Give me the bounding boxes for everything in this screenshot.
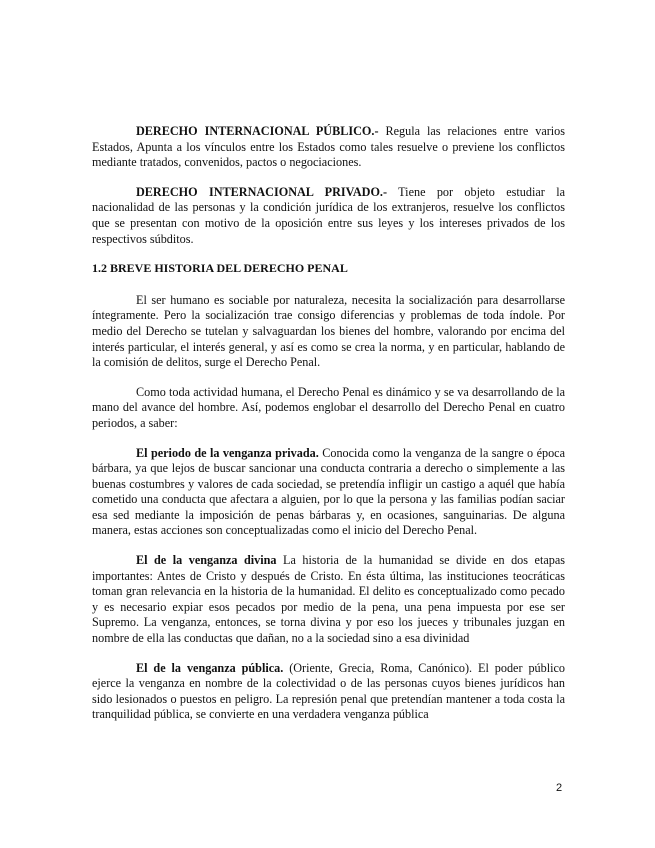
definition-text: Tiene por objeto estudiar la nacionalidad de las personas y la condición jurídica de los extranjeros, resuelve los conflictos que se presentan con motivo de la oposición entre sus leyes y los intereses privados de los respectivos súbditos. <box>92 184 565 246</box>
period-venganza-divina <box>92 553 565 647</box>
section-heading: 1.2 BREVE HISTORIA DEL DERECHO PENAL <box>92 261 348 276</box>
page-content <box>92 124 565 723</box>
period-title: El periodo de la venganza privada. <box>136 445 319 460</box>
paragraph-derecho-internacional-publico <box>92 124 565 171</box>
term-derecho-internacional-publico: DERECHO INTERNACIONAL PÚBLICO.- <box>136 124 379 138</box>
page-number: 2 <box>556 782 563 794</box>
period-venganza-privada <box>92 446 565 540</box>
period-venganza-publica <box>92 661 565 723</box>
period-text: Conocida como la venganza de la sangre o época bárbara, ya que lejos de buscar sancionar una conducta contraria a derecho o simplemente a las buenas costumbres y valores de cada sociedad, se pretendía infligir un castigo a aquél que había cometido una conducta que afectara a alguien, por lo que la persona y las familias podían saciar esa sed mediante la imposición de penas bárbaras y, en ocasiones, sanguinarias. De alguna manera, estas acciones son conceptualizadas como el inicio del Derecho Penal. <box>92 445 566 538</box>
definition-text: Regula las relaciones entre varios Estados, Apunta a los vínculos entre los Estados como tales resuelve o previene los conflictos mediante tratados, convenidos, pactos o negociaciones. <box>92 124 566 170</box>
body-paragraph: Como toda actividad humana, el Derecho Penal es dinámico y se va desarrollando de la mano del avance del hombre. Así, podemos englobar el desarrollo del Derecho Penal en cuatro periodos, a saber: <box>92 384 565 430</box>
period-title: El de la venganza pública. <box>136 660 284 675</box>
period-text: La historia de la humanidad se divide en dos etapas importantes: Antes de Cristo y después de Cristo. En ésta última, las instituciones teocráticas toman gran relevancia en la historia de la humanidad. El delito es conceptualizado como pecado y es necesario expiar esos pecados por medio de la pena, una pena impuesta por ese ser Supremo. La venganza, entonces, se torna divina y por eso los jueces y tribunales juzgan en nombre de ella las conductas que dañan, no a la sociedad sino a esa divinidad <box>92 553 565 646</box>
paragraph-derecho-internacional-privado <box>92 185 565 247</box>
term-derecho-internacional-privado: DERECHO INTERNACIONAL PRIVADO.- <box>136 184 388 199</box>
body-paragraph: El ser humano es sociable por naturaleza, necesita la socialización para desarrollarse íntegramente. Pero la socialización trae consigo diferencias y problemas de toda índole. Por medio del Derecho se tutelan y salvaguardan los bienes del hombre, valorando por encima del interés particular, el interés general, y así es como se crea la norma, y en particular, hablando de la comisión de delitos, surge el Derecho Penal. <box>92 292 565 370</box>
period-text: (Oriente, Grecia, Roma, Canónico). El poder público ejerce la venganza en nombre de la colectividad o de las personas cuyos bienes jurídicos han sido lesionados o puestos en peligro. La represión penal que pretendían mantener a toda costa la tranquilidad pública, se convierte en una verdadera venganza pública <box>92 660 566 722</box>
period-title: El de la venganza divina <box>136 553 277 568</box>
